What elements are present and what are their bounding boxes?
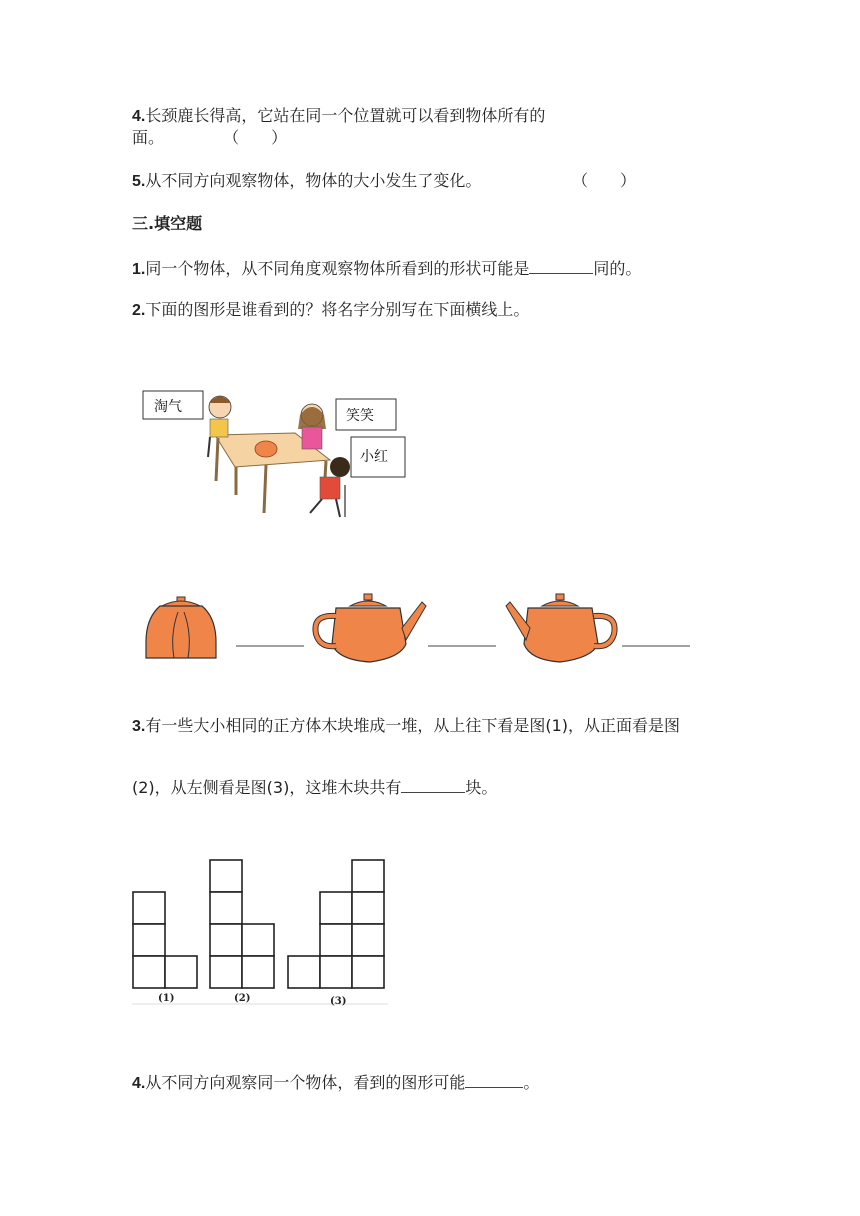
fill-q3-line2 bbox=[132, 776, 497, 798]
girl-xiaoxiao-figure bbox=[298, 404, 326, 449]
cube-view-1-top bbox=[133, 892, 197, 988]
fill-q3-text-before: (2)，从左侧看是图(3)，这堆木块共有 bbox=[132, 778, 402, 797]
table-teapot bbox=[255, 441, 277, 457]
judge-q4-text: 长颈鹿长得高，它站在同一个位置就可以看到物体所有的 bbox=[145, 106, 546, 125]
judge-q5-number: 5. bbox=[132, 173, 146, 190]
fill-q1-number: 1. bbox=[132, 261, 146, 278]
fill-q3-blank[interactable] bbox=[401, 776, 465, 793]
fill-q4-number: 4. bbox=[132, 1075, 146, 1092]
fill-q1-blank[interactable] bbox=[529, 257, 593, 274]
fill-q3-text-line1: 有一些大小相同的正方体木块堆成一堆，从上往下看是图(1)，从正面看是图 bbox=[145, 716, 681, 735]
judge-q4-text-cont: 面。 bbox=[132, 128, 165, 147]
judge-q4-line1 bbox=[132, 106, 545, 127]
fill-q4-text-after: 。 bbox=[523, 1073, 540, 1092]
cube-caption-3: (3) bbox=[330, 996, 347, 1007]
cube-view-3-left bbox=[288, 860, 384, 988]
teapot-view-side-spout-left bbox=[506, 594, 615, 662]
fill-q2-number: 2. bbox=[132, 302, 146, 319]
teapot-view-side-spout-right bbox=[315, 594, 426, 662]
girl-xiaohong-figure bbox=[310, 457, 350, 517]
judge-q4-line2 bbox=[132, 128, 287, 148]
judge-q5-text: 从不同方向观察物体，物体的大小发生了变化。 bbox=[145, 171, 482, 190]
fill-q1 bbox=[132, 257, 641, 280]
teapot-view-front bbox=[146, 597, 216, 658]
cube-view-2-front bbox=[210, 860, 274, 988]
label-box-taoqi bbox=[143, 391, 203, 419]
cube-caption-2: (2) bbox=[234, 993, 251, 1004]
label-xiaohong: 小红 bbox=[360, 449, 388, 465]
fill-q4 bbox=[132, 1071, 539, 1094]
fill-q1-text-before: 同一个物体，从不同角度观察物体所看到的形状可能是 bbox=[145, 259, 530, 278]
teapot-views-row bbox=[140, 588, 700, 668]
label-taoqi: 淘气 bbox=[154, 399, 182, 415]
fill-q3-line1 bbox=[132, 716, 680, 737]
judge-q4-number: 4. bbox=[132, 108, 146, 125]
judge-q4-answer-paren[interactable]: （ ） bbox=[223, 128, 288, 147]
label-box-xiaoxiao bbox=[336, 399, 396, 430]
fill-q3-text-after: 块。 bbox=[465, 778, 498, 797]
judge-q5 bbox=[132, 171, 481, 192]
fill-q2-text: 下面的图形是谁看到的？将名字分别写在下面横线上。 bbox=[145, 300, 530, 319]
label-xiaoxiao: 笑笑 bbox=[346, 408, 374, 424]
cube-caption-1: (1) bbox=[158, 993, 175, 1004]
fill-q3-number: 3. bbox=[132, 718, 146, 735]
section-heading: 三.填空题 bbox=[132, 214, 203, 233]
label-box-xiaohong bbox=[351, 437, 405, 477]
fill-q4-blank[interactable] bbox=[465, 1071, 523, 1088]
fill-q1-text-after: 同的。 bbox=[593, 259, 642, 278]
children-table-illustration bbox=[140, 385, 420, 525]
cube-views-figure bbox=[130, 858, 392, 1008]
fill-q4-text-before: 从不同方向观察同一个物体，看到的图形可能 bbox=[145, 1073, 466, 1092]
judge-q5-answer-paren[interactable]: （ ） bbox=[572, 171, 637, 190]
fill-q2 bbox=[132, 300, 529, 321]
